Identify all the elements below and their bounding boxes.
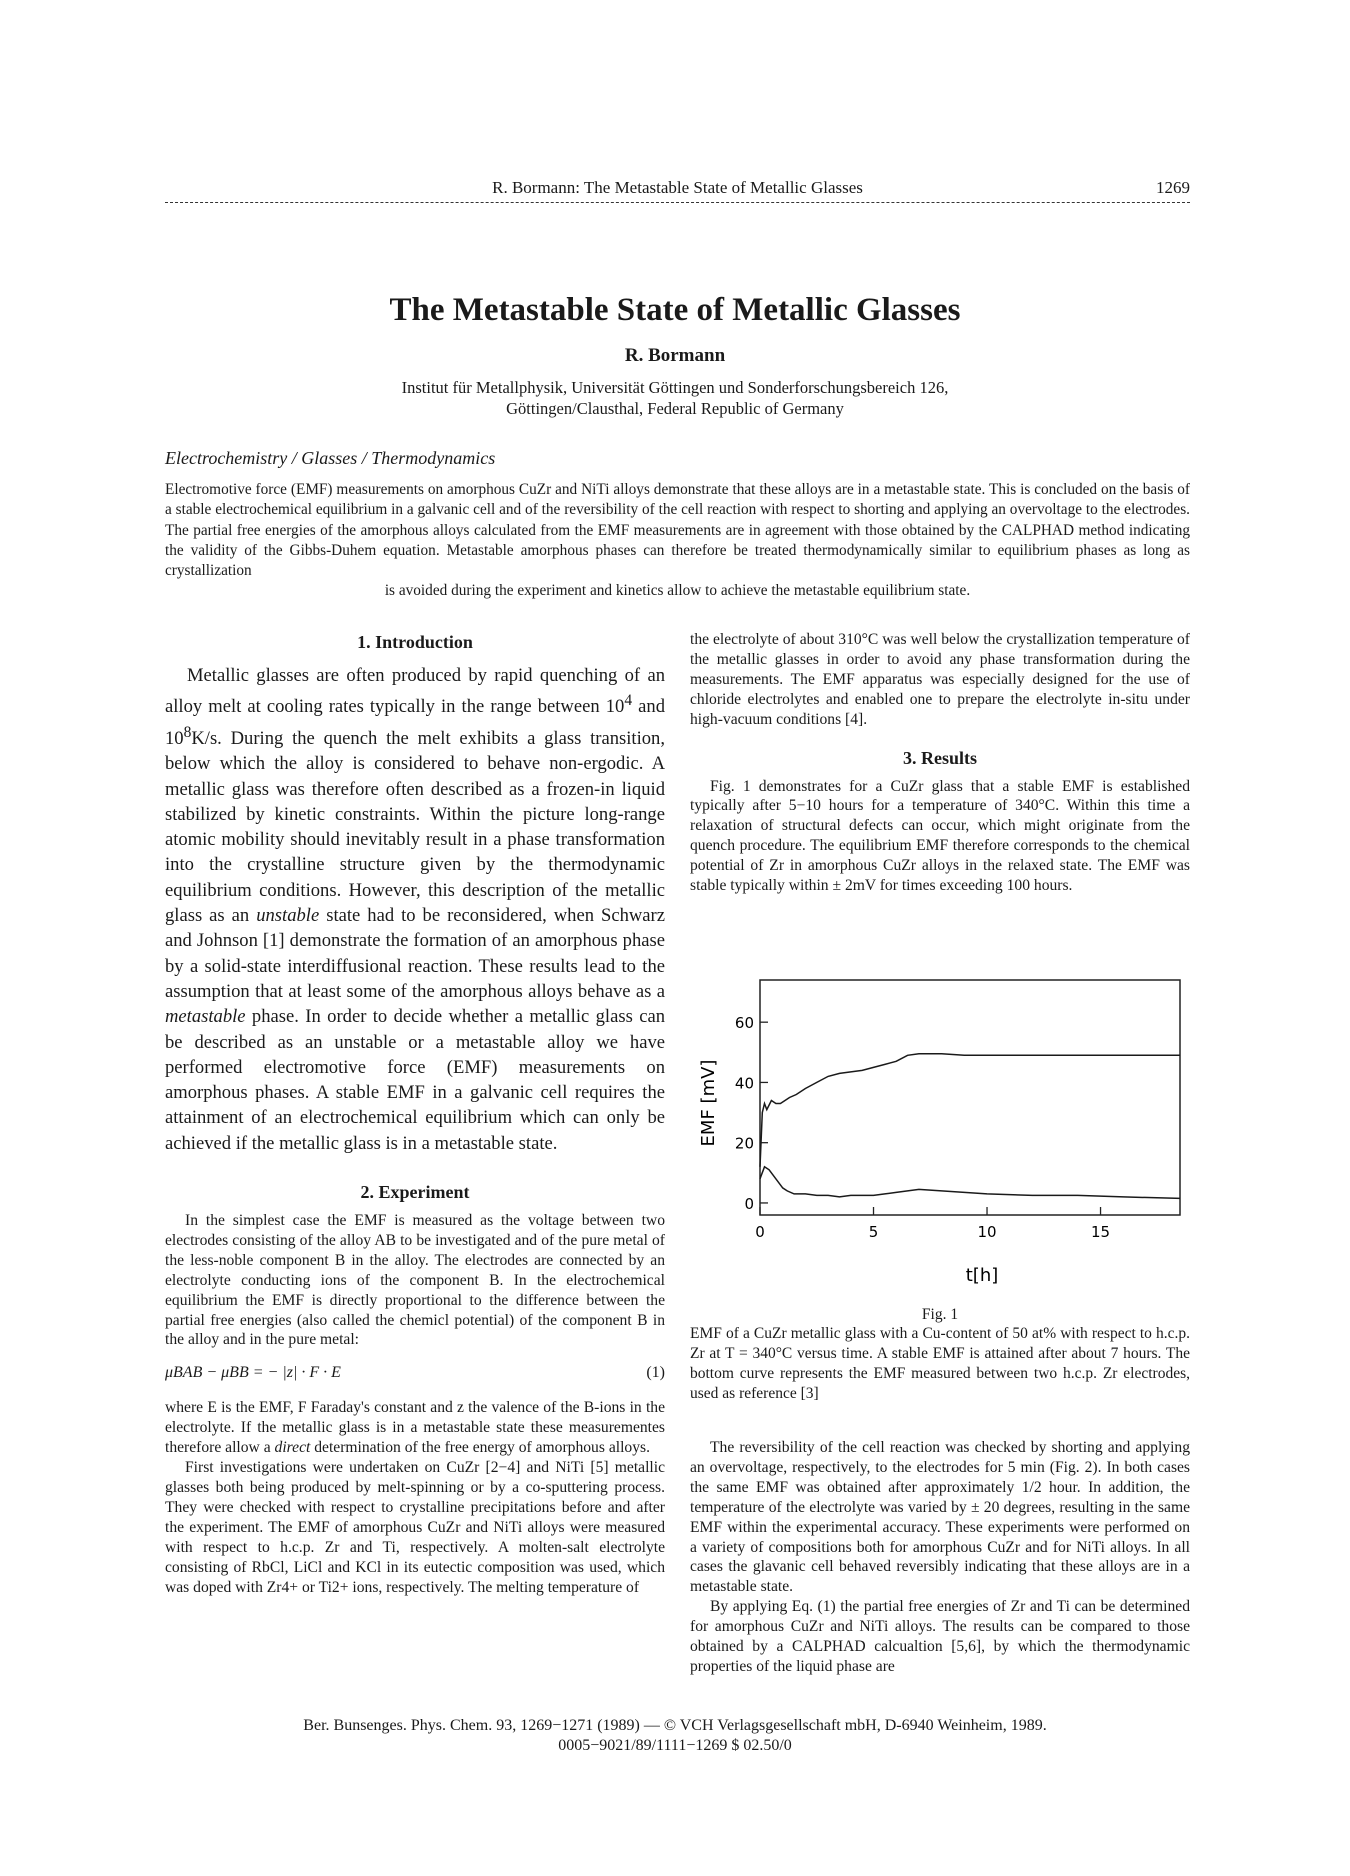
experiment-paragraph-3: First investigations were undertaken on CuZr [2−4] and NiTi [5] metallic glasses both being produced by melt-spinning or by a co-sputtering process. They were checked with respect to crystalline precipitations before and after the experiment. The EMF of amorphous CuZr and NiTi alloys were measured with respect to h.c.p. Zr and Ti, respectively. A molten-salt electrolyte consisting of RbCl, LiCl and KCl in its eutectic composition was used, which was doped with Zr4+ or Ti2+ ions, respectively. The melting temperature of: [165, 1459, 665, 1596]
affiliation: [0, 377, 1350, 419]
experiment-continued: the electrolyte of about 310°C was well below the crystallization temperature of the metallic glasses in order to avoid any phase transformation during the measurements. The EMF apparatus was especially designed for the use of chloride electrolytes and enabled one to prepare the electrolyte in-situ under high-vacuum conditions [4].: [690, 631, 1190, 728]
plot-frame: [760, 980, 1180, 1215]
left-column: [165, 632, 665, 1597]
page-number: 1269: [1156, 178, 1190, 197]
x-tick-label: 10: [977, 1223, 997, 1241]
y-tick-label: 60: [734, 1014, 754, 1033]
results-paragraph-1: Fig. 1 demonstrates for a CuZr glass that a stable EMF is established typically after 5−10 hours for a temperature of 340°C. Within this time a relaxation of structural defects can occur, which might originate from the quench procedure. The equilibrium EMF therefore corresponds to the chemical potential of Zr in amorphous CuZr alloys in the relaxed state. The EMF was stable typically within ± 2mV for times exceeding 100 hours.: [690, 777, 1190, 895]
running-header: [165, 178, 1190, 204]
paper-title: The Metastable State of Metallic Glasses: [389, 292, 961, 328]
citation-line-1: Ber. Bunsenges. Phys. Chem. 93, 1269−1271 (1989) — © VCH Verlagsgesellschaft mbH, D-6940 Weinheim, 1989.: [303, 1717, 1047, 1734]
abstract: [165, 480, 1190, 602]
results-paragraph-2: The reversibility of the cell reaction was checked by shorting and applying an overvoltage, respectively, to the electrodes for 5 min (Fig. 2). In both cases the same EMF was obtained after approximately 1/2 hour. In addition, the temperature of the electrolyte was varied by ± 20 degrees, resulting in the same EMF within the experimental accuracy. These experiments were performed on a variety of compositions both for amorphous CuZr and for NiTi alloys. In all cases the glavanic cell behaved reversibly indicating that these alloys are in a metastable state.: [690, 1439, 1190, 1596]
y-tick-label: 40: [734, 1074, 754, 1093]
x-axis-label: t[h]: [965, 1265, 999, 1286]
equation-1: [165, 1364, 665, 1386]
running-title: R. Bormann: The Metastable State of Metallic Glasses: [492, 178, 863, 197]
figure-1-label: Fig. 1: [921, 1306, 959, 1323]
intro-paragraph: Metallic glasses are often produced by rapid quenching of an alloy melt at cooling rates typically in the range between $10^4$ and $10^8K/s$. During the quench the melt exhibits a glass transition, below which the alloy is considered to behave non-ergodic. A metallic glass was therefore often described as a frozen-in liquid stabilized by kinetic constraints. Within the picture long-range atomic mobility should inevitably result in a phase transformation into the crystalline structure given by the thermodynamic equilibrium conditions. However, this description of the metallic glass as an unstable state had to be reconsidered, when Schwarz and Johnson [1] demonstrate the formation of an amorphous phase by a solid-state interdiffusional reaction. These results lead to the assumption that at least some of the amorphous alloys behave as a metastable phase. In order to decide whether a metallic glass can be described as an unstable or a metastable alloy we have performed electromotive force (EMF) measurements on amorphous phases. A stable EMF in a galvanic cell requires the attainment of an electrochemical equilibrium which can only be achieved if the metallic glass is in a metastable state.: [165, 665, 665, 1154]
affiliation-line-2: Göttingen/Clausthal, Federal Republic of Germany: [506, 399, 844, 418]
right-column: [690, 630, 1190, 896]
figure-1-caption-block: [690, 1306, 1190, 1404]
results-paragraph-3: By applying Eq. (1) the partial free energies of Zr and Ti can be determined for amorphous CuZr and NiTi alloys. The results can be compared to those obtained by a CALPHAD calcualtion [5,6], by which the thermodynamic properties of the liquid phase are: [690, 1598, 1190, 1675]
keywords: Electrochemistry / Glasses / Thermodynamics: [165, 448, 496, 468]
y-tick-label: 0: [744, 1194, 754, 1213]
x-tick-label: 15: [1090, 1223, 1111, 1241]
intro-heading: 1. Introduction: [357, 632, 473, 652]
figure-1-caption: EMF of a CuZr metallic glass with a Cu-content of 50 at% with respect to h.c.p. Zr at T = 340°C versus time. A stable EMF is attained after about 7 hours. The bottom curve represents the EMF measured between two h.c.p. Zr electrodes, used as reference [3]: [690, 1325, 1190, 1402]
abstract-last-line: is avoided during the experiment and kinetics allow to achieve the metastable equilibrium state.: [384, 582, 971, 600]
citation-footer: [0, 1716, 1350, 1756]
experiment-paragraph-1: In the simplest case the EMF is measured as the voltage between two electrodes consisting of the alloy AB to be investigated and of the pure metal of the less-noble component B in the alloy. The electrodes are connected by an electrolyte conducting ions of the component B. In the electrochemical equilibrium the EMF is directly proportional to the difference between the partial free energies (also called the chemicl potential) of the component B in the alloy and in the pure metal:: [165, 1212, 665, 1349]
series-line-reference: [760, 1167, 1180, 1199]
right-column-lower: [690, 1438, 1190, 1677]
equation-number: (1): [646, 1364, 665, 1382]
equation-body: μBAB − μBB = − |z| · F · E: [165, 1364, 341, 1382]
figure-1-chart: [690, 968, 1190, 1288]
y-tick-label: 20: [734, 1134, 754, 1153]
x-tick-label: 5: [868, 1223, 879, 1241]
experiment-paragraph-2: where E is the EMF, F Faraday's constant and z the valence of the B-ions in the electrolyte. If the metallic glass is in a metastable state these measurementes therefore allow a direct determination of the free energy of amorphous alloys.: [165, 1399, 665, 1457]
abstract-main: Electromotive force (EMF) measurements on amorphous CuZr and NiTi alloys demonstrate that these alloys are in a metastable state. This is concluded on the basis of a stable electrochemical equilibrium in a galvanic cell and of the reversibility of the cell reaction with respect to shorting and applying an overvoltage to the electrodes. The partial free energies of the amorphous alloys calculated from the EMF measurements are in agreement with those obtained by the CALPHAD method indicating the validity of the Gibbs-Duhem equation. Metastable amorphous phases can therefore be treated thermodynamically similar to equilibrium phases as long as crystallization: [165, 481, 1190, 580]
x-tick-label: 0: [755, 1223, 765, 1241]
author: R. Bormann: [624, 345, 726, 366]
results-heading: 3. Results: [902, 747, 977, 768]
header-rule: [165, 202, 1190, 203]
series-line-cuzr: [760, 1054, 1180, 1167]
y-axis-label: EMF [mV]: [698, 1059, 719, 1147]
experiment-heading: 2. Experiment: [360, 1182, 470, 1203]
citation-line-2: 0005−9021/89/1111−1269 $ 02.50/0: [558, 1737, 792, 1754]
affiliation-line-1: Institut für Metallphysik, Universität Göttingen und Sonderforschungsbereich 126,: [401, 378, 949, 397]
